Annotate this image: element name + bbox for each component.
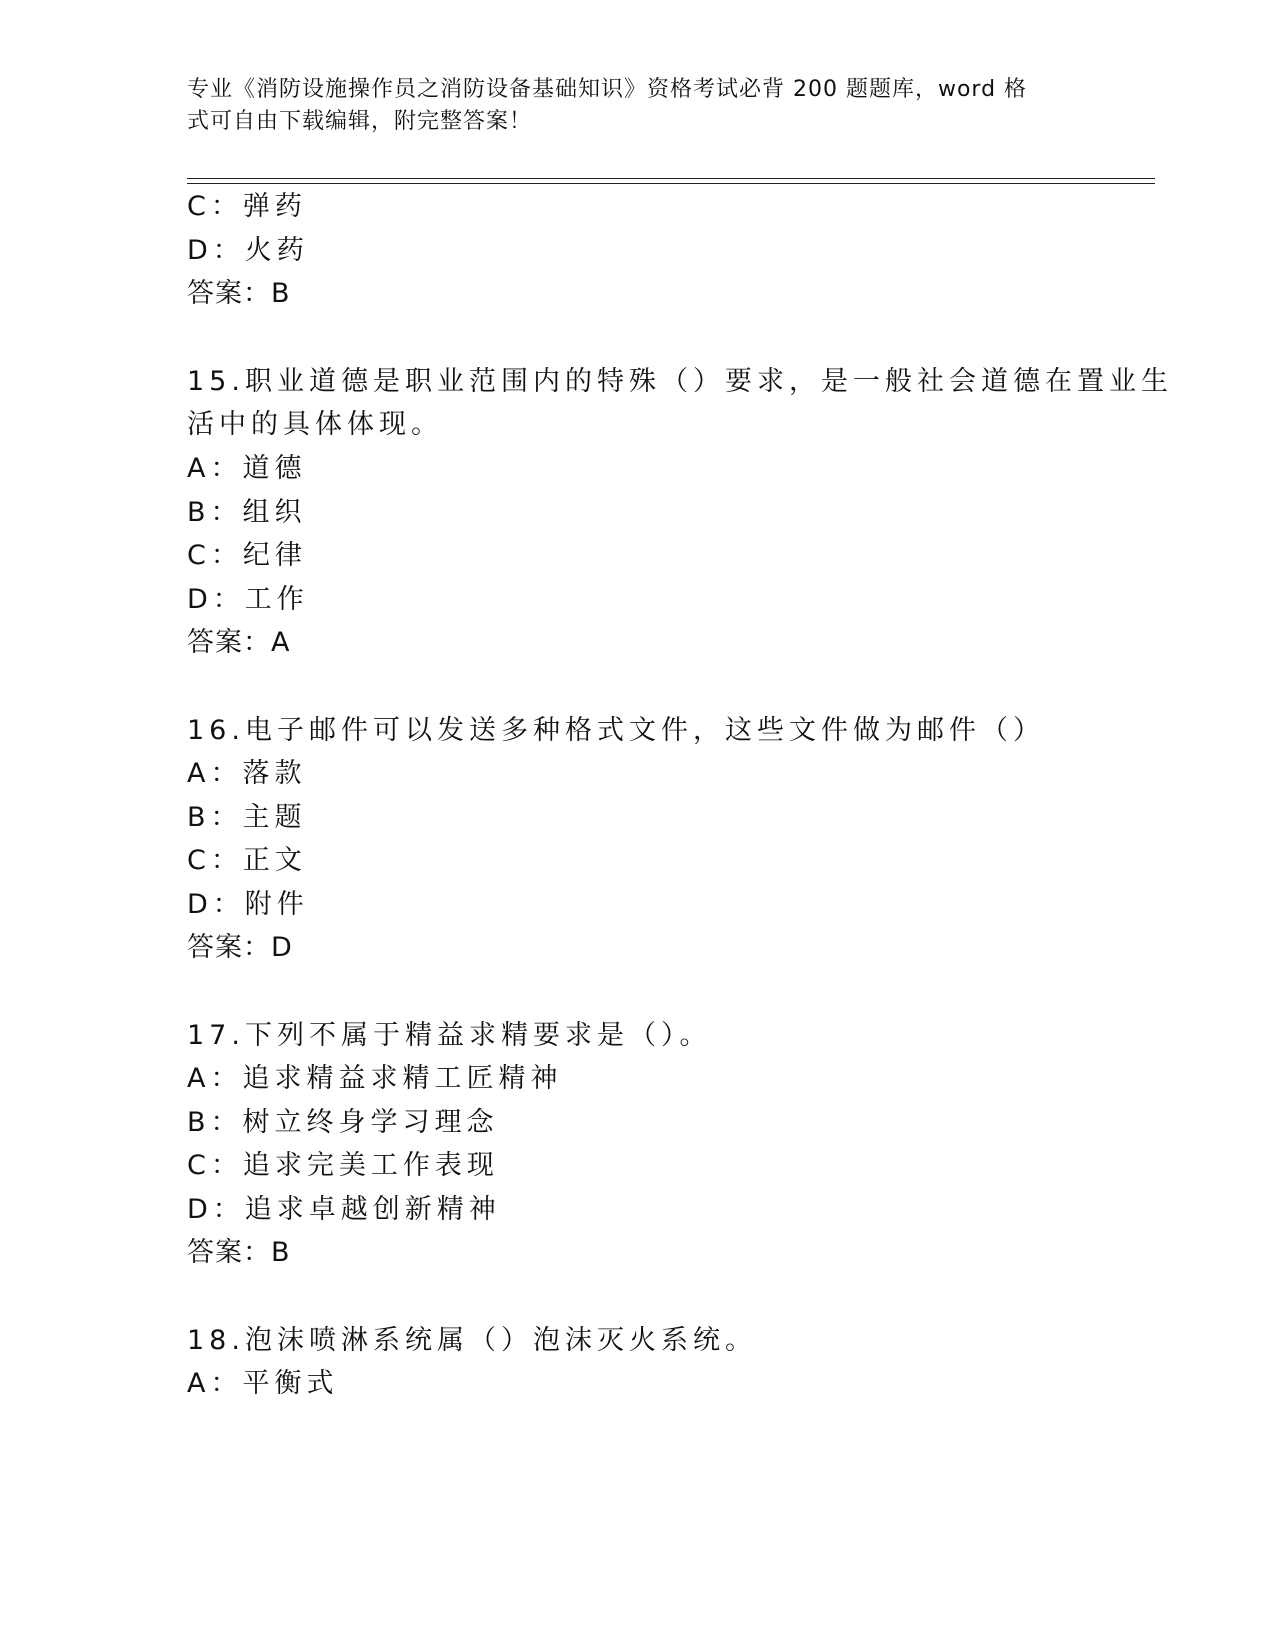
q17-option-d: D：追求卓越创新精神 [187, 1194, 501, 1225]
q15-option-c: C：纪律 [187, 540, 307, 571]
q18-stem-line-1: 18.泡沫喷淋系统属（）泡沫灭火系统。 [187, 1325, 757, 1356]
header-title-line-1: 专业《消防设施操作员之消防设备基础知识》资格考试必背 200 题题库，word 格 [187, 77, 1028, 102]
q15-stem-line-2: 活中的具体体现。 [187, 409, 443, 440]
q17-answer: 答案：B [187, 1237, 291, 1268]
q17-option-a: A：追求精益求精工匠精神 [187, 1063, 563, 1094]
header-title-line-2: 式可自由下载编辑，附完整答案！ [187, 109, 533, 134]
q15-stem-line-1: 15.职业道德是职业范围内的特殊（）要求，是一般社会道德在置业生 [187, 366, 1173, 397]
q16-option-d: D：附件 [187, 889, 309, 920]
q15-option-a: A：道德 [187, 453, 307, 484]
prev-option-d: D：火药 [187, 235, 309, 266]
q17-option-b: B：树立终身学习理念 [187, 1107, 499, 1138]
q16-answer: 答案：D [187, 932, 293, 963]
header-divider-bottom [187, 183, 1155, 184]
document-header [187, 74, 1077, 138]
q16-option-b: B：主题 [187, 802, 307, 833]
q16-stem-line-1: 16.电子邮件可以发送多种格式文件，这些文件做为邮件（） [187, 715, 1045, 746]
q17-option-c: C：追求完美工作表现 [187, 1150, 499, 1181]
q15-option-d: D：工作 [187, 584, 309, 615]
header-divider-top [187, 178, 1155, 179]
q15-option-b: B：组织 [187, 497, 307, 528]
q17-stem-line-1: 17.下列不属于精益求精要求是（）。 [187, 1020, 712, 1051]
q15-answer: 答案：A [187, 627, 291, 658]
prev-answer: 答案：B [187, 278, 291, 309]
q18-option-a: A：平衡式 [187, 1368, 339, 1399]
prev-option-c: C：弹药 [187, 191, 307, 222]
q16-option-c: C：正文 [187, 845, 307, 876]
q16-option-a: A：落款 [187, 758, 307, 789]
